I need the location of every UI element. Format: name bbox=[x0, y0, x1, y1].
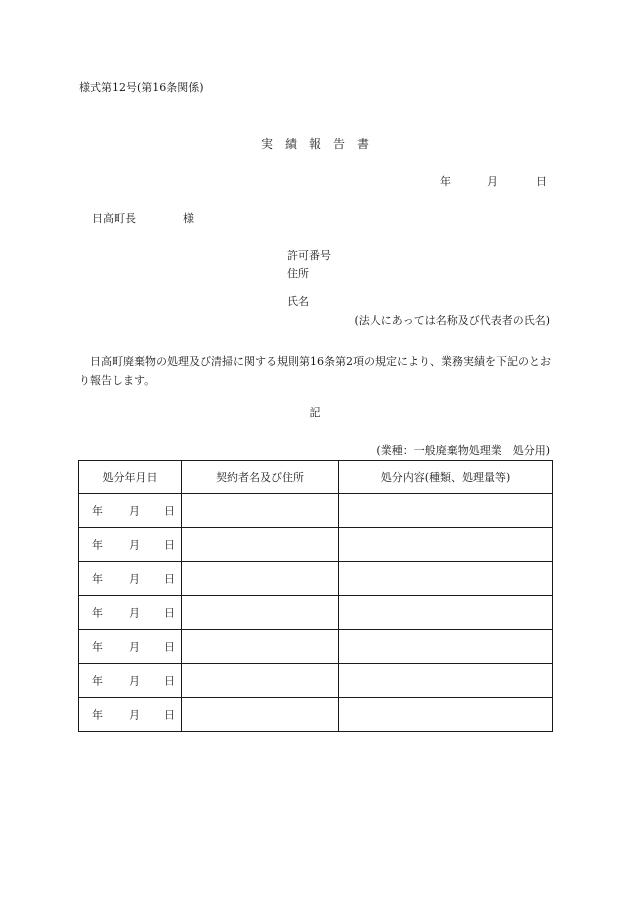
table-row bbox=[79, 630, 553, 664]
permit-number-label: 許可番号 bbox=[287, 249, 331, 262]
disposal-record-table bbox=[78, 460, 553, 732]
disposal-date-cell[interactable] bbox=[79, 494, 182, 528]
date-month-label: 月 bbox=[129, 674, 140, 687]
date-year-label: 年 bbox=[92, 674, 103, 687]
table-row bbox=[79, 562, 553, 596]
date-year-label: 年 bbox=[92, 708, 103, 721]
date-day-label: 日 bbox=[164, 504, 175, 517]
industry-note: (業種：一般廃棄物処理業 処分用) bbox=[376, 444, 550, 457]
date-year-label: 年 bbox=[92, 572, 103, 585]
contractor-cell[interactable] bbox=[182, 698, 339, 732]
disposal-date-cell[interactable] bbox=[79, 528, 182, 562]
contractor-cell[interactable] bbox=[182, 596, 339, 630]
date-year-label: 年 bbox=[92, 538, 103, 551]
date-day-label: 日 bbox=[536, 175, 547, 188]
disposal-content-cell[interactable] bbox=[339, 698, 553, 732]
table-row bbox=[79, 596, 553, 630]
disposal-date-cell[interactable] bbox=[79, 596, 182, 630]
date-year-label: 年 bbox=[92, 640, 103, 653]
disposal-date-cell[interactable] bbox=[79, 664, 182, 698]
address-label: 住所 bbox=[287, 267, 309, 280]
disposal-date-cell[interactable] bbox=[79, 698, 182, 732]
disposal-content-cell[interactable] bbox=[339, 630, 553, 664]
date-day-label: 日 bbox=[164, 606, 175, 619]
header-disposal-date: 処分年月日 bbox=[79, 461, 182, 494]
date-month-label: 月 bbox=[129, 538, 140, 551]
table-row bbox=[79, 528, 553, 562]
name-note: (法人にあっては名称及び代表者の氏名) bbox=[354, 314, 550, 327]
contractor-cell[interactable] bbox=[182, 562, 339, 596]
addressee-honorific: 様 bbox=[183, 212, 194, 225]
table-header-row bbox=[79, 461, 553, 494]
contractor-cell[interactable] bbox=[182, 664, 339, 698]
body-paragraph: 日高町廃棄物の処理及び清掃に関する規則第16条第2項の規定により、業務実績を下記のとおり報告します。 bbox=[79, 355, 551, 387]
document-title: 実 績 報 告 書 bbox=[260, 137, 369, 151]
addressee bbox=[92, 212, 194, 225]
header-disposal-content: 処分内容(種類、処理量等) bbox=[339, 461, 553, 494]
date-year-label: 年 bbox=[92, 504, 103, 517]
disposal-content-cell[interactable] bbox=[339, 664, 553, 698]
table-row bbox=[79, 494, 553, 528]
form-number: 様式第12号(第16条関係) bbox=[79, 81, 204, 94]
date-day-label: 日 bbox=[164, 674, 175, 687]
date-month-label: 月 bbox=[129, 606, 140, 619]
date-month-label: 月 bbox=[487, 175, 498, 188]
date-day-label: 日 bbox=[164, 640, 175, 653]
addressee-name: 日高町長 bbox=[92, 212, 136, 225]
date-day-label: 日 bbox=[164, 572, 175, 585]
table-row bbox=[79, 664, 553, 698]
disposal-date-cell[interactable] bbox=[79, 630, 182, 664]
disposal-content-cell[interactable] bbox=[339, 528, 553, 562]
date-month-label: 月 bbox=[129, 504, 140, 517]
table-row bbox=[79, 698, 553, 732]
ki-marker: 記 bbox=[309, 406, 321, 419]
contractor-cell[interactable] bbox=[182, 630, 339, 664]
date-year-label: 年 bbox=[92, 606, 103, 619]
name-label: 氏名 bbox=[287, 295, 309, 308]
contractor-cell[interactable] bbox=[182, 494, 339, 528]
disposal-content-cell[interactable] bbox=[339, 562, 553, 596]
contractor-cell[interactable] bbox=[182, 528, 339, 562]
date-month-label: 月 bbox=[129, 572, 140, 585]
header-contractor: 契約者名及び住所 bbox=[182, 461, 339, 494]
date-day-label: 日 bbox=[164, 708, 175, 721]
disposal-content-cell[interactable] bbox=[339, 494, 553, 528]
disposal-date-cell[interactable] bbox=[79, 562, 182, 596]
date-day-label: 日 bbox=[164, 538, 175, 551]
disposal-content-cell[interactable] bbox=[339, 596, 553, 630]
date-year-label: 年 bbox=[440, 175, 451, 188]
date-month-label: 月 bbox=[129, 640, 140, 653]
date-month-label: 月 bbox=[129, 708, 140, 721]
